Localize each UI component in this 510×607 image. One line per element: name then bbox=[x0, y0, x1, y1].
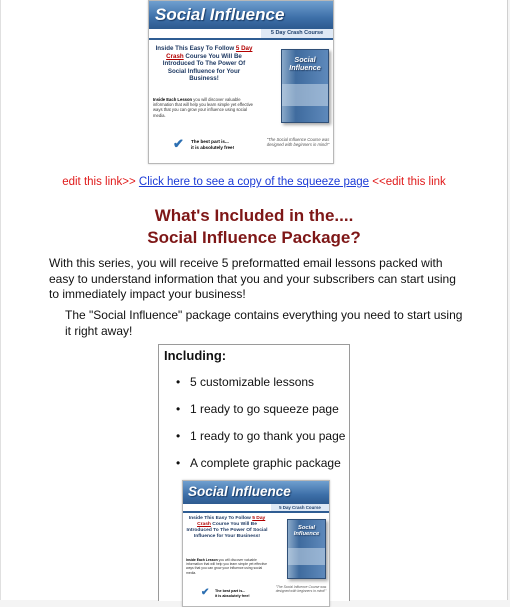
body-text: you will discover valuable information that will help you learn simple yet effective ways that you can grow your influence using social media. bbox=[186, 558, 267, 575]
squeeze-page-copy-link[interactable]: Click here to see a copy of the squeeze page bbox=[138, 176, 370, 188]
check-icon: ✔ bbox=[173, 136, 184, 151]
check-icon: ✔ bbox=[201, 587, 210, 598]
squeeze-headline bbox=[186, 516, 268, 540]
package-paragraph: The "Social Influence" package contains everything you need to start using it right away! bbox=[65, 308, 463, 338]
squeeze-quote: "The Social Influence Course was designed with beginners in mind!" bbox=[275, 585, 327, 594]
bullet-icon: • bbox=[176, 456, 181, 470]
body-lead: Inside Each Lesson bbox=[153, 97, 193, 102]
body-text: you will discover valuable information that will help you learn simple yet effective ways that you can grow your influence using social media. bbox=[153, 97, 254, 118]
squeeze-title: Social Influence bbox=[155, 5, 285, 24]
headline-line-1: What's Included in the.... bbox=[154, 206, 354, 225]
ebook-cover-title: Social Influence bbox=[293, 525, 320, 538]
including-title: Including: bbox=[164, 348, 227, 363]
headline-link: 5 Day Crash bbox=[166, 45, 253, 60]
ebook-cover-graphic bbox=[282, 84, 328, 106]
list-item-text: 1 ready to go thank you page bbox=[190, 429, 346, 443]
headline-post: Course You Will Be Introduced To The Power Of Social Influence for Your Business! bbox=[186, 522, 268, 539]
edit-link-bar bbox=[1, 176, 507, 188]
squeeze-headline bbox=[153, 45, 255, 83]
body-lead: Inside Each Lesson bbox=[186, 558, 218, 562]
squeeze-body-text bbox=[186, 558, 268, 575]
edit-label-right: <<edit this link bbox=[372, 176, 446, 188]
list-item-text: A complete graphic package bbox=[190, 456, 341, 470]
intro-paragraph: With this series, you will receive 5 preformatted email lessons packed with easy to understand information that you and your subscribers can start using to immediately impact your business! bbox=[49, 256, 456, 301]
squeeze-body-text bbox=[153, 97, 255, 118]
bullet-icon: • bbox=[176, 375, 181, 389]
best-part-text bbox=[191, 139, 234, 151]
best-part: The best part is... bbox=[191, 139, 229, 144]
section-headline bbox=[1, 205, 507, 249]
header-divider bbox=[183, 511, 329, 513]
free-text: it is absolutely free! bbox=[191, 145, 235, 150]
headline-pre: Inside This Easy To Follow bbox=[155, 45, 235, 52]
squeeze-page-preview-bottom bbox=[182, 480, 330, 607]
headline-pre: Inside This Easy To Follow bbox=[188, 516, 251, 521]
ebook-cover-image bbox=[281, 49, 329, 123]
headline-line-2: Social Influence Package? bbox=[147, 228, 361, 247]
bullet-icon: • bbox=[176, 429, 181, 443]
squeeze-ribbon: 5 Day Crash Course bbox=[261, 29, 333, 38]
best-part: The best part is... bbox=[215, 589, 246, 593]
ebook-cover-image bbox=[287, 519, 326, 579]
including-box bbox=[158, 344, 350, 601]
ebook-cover-title: Social Influence bbox=[289, 55, 321, 72]
bullet-icon: • bbox=[176, 402, 181, 416]
headline-link: 5 Day Crash bbox=[197, 516, 266, 527]
headline-post: Course You Will Be Introduced To The Power Of Social Influence for Your Business! bbox=[162, 52, 246, 83]
list-item-text: 5 customizable lessons bbox=[190, 375, 315, 389]
squeeze-ribbon: 5 Day Crash Course bbox=[271, 504, 329, 511]
squeeze-quote: "The Social Influence Course was designed with beginners in mind!" bbox=[266, 137, 330, 148]
ebook-cover-graphic bbox=[288, 548, 325, 565]
squeeze-title: Social Influence bbox=[188, 484, 291, 499]
squeeze-header-banner bbox=[183, 481, 329, 504]
squeeze-header-banner bbox=[149, 1, 333, 29]
free-text: it is absolutely free! bbox=[215, 593, 250, 598]
header-divider bbox=[149, 38, 333, 40]
best-part-text bbox=[215, 589, 250, 599]
list-item-text: 1 ready to go squeeze page bbox=[190, 402, 339, 416]
edit-label-left: edit this link>> bbox=[62, 176, 136, 188]
squeeze-page-preview-top bbox=[148, 0, 334, 164]
